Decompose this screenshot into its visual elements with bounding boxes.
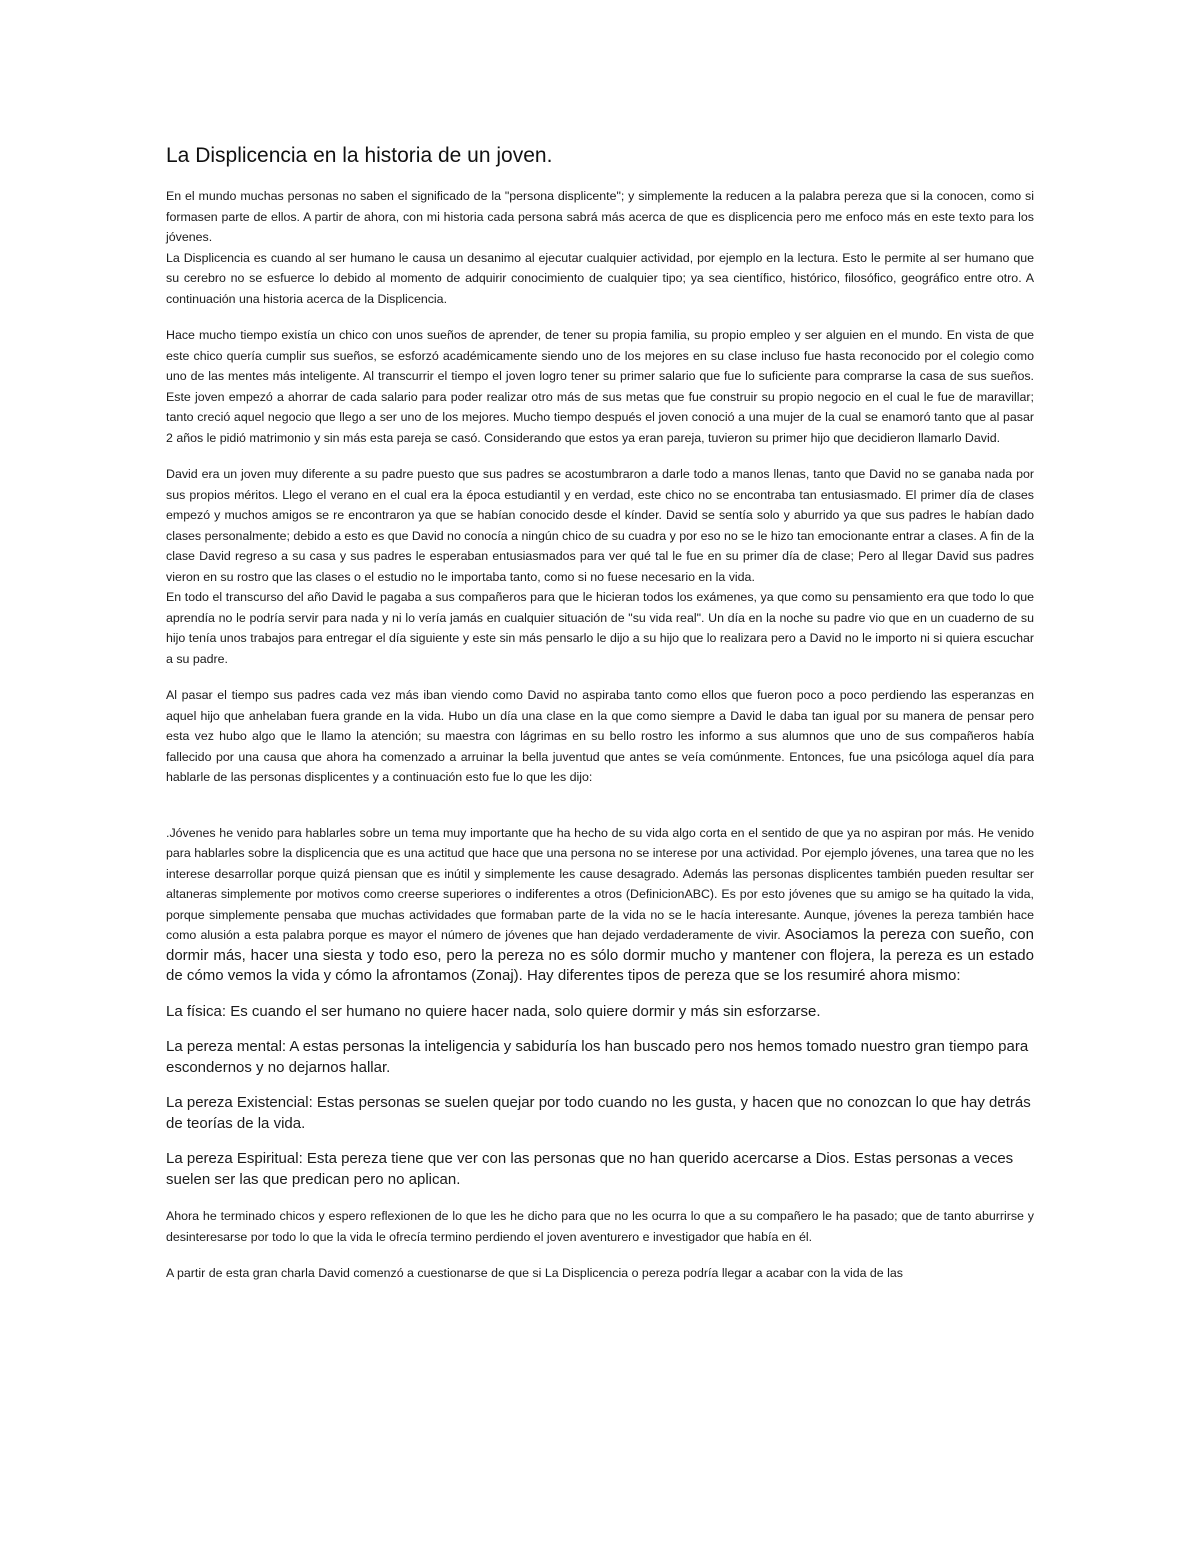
speech-laziness-text: Asociamos la pereza con sueño, con dormir más, hacer una siesta y todo eso, pero la pereza no es sólo dormir mucho y mantener con flojera, la pereza es un estado de cómo vemos la vida y cómo la afrontamos (Zonaj). Hay diferentes tipos de pereza que se los resumiré ahora mismo: — [166, 926, 1034, 984]
document-body — [166, 142, 1034, 1284]
paragraph-closing-speech: Ahora he terminado chicos y espero reflexionen de lo que les he dicho para que no les ocurra lo que a su compañero le ha pasado; que de tanto aburrirse y desinteresarse por todo lo que la vida le ofrecía termino perdiendo el joven aventurero e investigador que había en él. — [166, 1209, 1034, 1244]
paragraph-intro: En el mundo muchas personas no saben el significado de la "persona displicente"; y simplemente la reducen a la palabra pereza que si la conocen, como si formasen parte de ellos. A partir de ahora, con mi historia cada persona sabrá más acerca de que es displicencia pero me enfoco más en este texto para los jóvenes. — [166, 189, 1034, 244]
document-title: La Displicencia en la historia de un joven. — [166, 144, 553, 167]
laziness-type-spiritual: La pereza Espiritual: Esta pereza tiene que ver con las personas que no han querido acercarse a Dios. Estas personas a veces suelen ser las que predican pero no aplican. — [166, 1150, 1014, 1188]
paragraph-story-david: David era un joven muy diferente a su padre puesto que sus padres se acostumbraron a darle todo a manos llenas, tanto que David no se ganaba nada por sus propios méritos. Llego el verano en el cual era la época estudiantil y en verdad, este chico no se encontraba tan entusiasmado. El primer día de clases empezó y muchos amigos se re encontraron ya que se habían conocido desde el kínder. David se sentía solo y aburrido ya que sus padres le habían dado clases personalmente; debido a esto es que David no conocía a ningún chico de su cuadra y por eso no se le hizo tan emocionante entrar a clases. A fin de la clase David regreso a su casa y sus padres le esperaban entusiasmados para ver qué tal le fue en su primer día de clase; Pero al llegar David sus padres vieron en su rostro que las clases o el estudio no le importaba tanto, como si no fuese necesario en la vida. — [166, 467, 1034, 584]
paragraph-closing-david: A partir de esta gran charla David comenzó a cuestionarse de que si La Displicencia o pereza podría llegar a acabar con la vida de las — [166, 1266, 903, 1280]
laziness-type-mental: La pereza mental: A estas personas la inteligencia y sabiduría los han buscado pero nos hemos tomado nuestro gran tiempo para escondernos y no dejarnos hallar. — [166, 1038, 1029, 1076]
laziness-type-physical: La física: Es cuando el ser humano no quiere hacer nada, solo quiere dormir y más sin esforzarse. — [166, 1002, 821, 1020]
paragraph-psychologist-speech — [166, 823, 1034, 987]
paragraph-story-year: En todo el transcurso del año David le pagaba a sus compañeros para que le hicieran todos los exámenes, ya que como su pensamiento era que todo lo que aprendía no le podría servir para nada y ni lo vería jamás en cualquier situación de "su vida real". Un día en la noche su padre vio que en un cuaderno de su hijo tenía unos trabajos para entregar el día siguiente y este sin más pensarlo le dijo a su hijo que lo realizara pero a David no le importo ni si quiera escuchar a su padre. — [166, 590, 1034, 666]
paragraph-definition: La Displicencia es cuando al ser humano le causa un desanimo al ejecutar cualquier actividad, por ejemplo en la lectura. Esto le permite al ser humano que su cerebro no se esfuerce lo debido al momento de adquirir conocimiento de cualquier tipo; ya sea científico, histórico, filosófico, geográfico entre otro. A continuación una historia acerca de la Displicencia. — [166, 250, 1034, 306]
paragraph-story-teacher: Al pasar el tiempo sus padres cada vez más iban viendo como David no aspiraba tanto como ellos que fueron poco a poco perdiendo las esperanzas en aquel hijo que anhelaban fuera grande en la vida. Hubo un día una clase en la que como siempre a David le daba tan igual por su manera de pensar pero esta vez hubo algo que le llamo la atención; su maestra con lágrimas en su bello rostro les informo a sus alumnos que uno de sus compañeros había fallecido por una causa que ahora ha comenzado a arruinar la bella juventud que antes se veía comúnmente. Entonces, fue una psicóloga aquel día para hablarle de las personas displicentes y a continuación esto fue lo que les dijo: — [166, 688, 1034, 784]
laziness-type-existential: La pereza Existencial: Estas personas se suelen quejar por todo cuando no les gusta, y hacen que no conozcan lo que hay detrás de teorías de la vida. — [166, 1094, 1031, 1132]
speech-text: .Jóvenes he venido para hablarles sobre un tema muy importante que ha hecho de su vida algo corta en el sentido de que ya no aspiran por más. He venido para hablarles sobre la displicencia que es una actitud que hace que una persona no se interese por una actividad. Por ejemplo jóvenes, una tarea que no les interese desarrollar porque quizá piensan que es inútil y simplemente les cause desagrado. Además las personas displicentes también pueden resultar ser altaneras simplemente por motivos como creerse superiores o indiferentes a otros (DefinicionABC). Es por esto jóvenes que su amigo se ha quitado la vida, porque simplemente pensaba que muchas actividades que formaban parte de la vida no se le hacía interesante. Aunque, jóvenes la pereza también hace como alusión a esta palabra porque es mayor el número de jóvenes que han dejado verdaderamente de vivir. — [166, 825, 1034, 942]
paragraph-story-father: Hace mucho tiempo existía un chico con unos sueños de aprender, de tener su propia familia, su propio empleo y ser alguien en el mundo. En vista de que este chico quería cumplir sus sueños, se esforzó académicamente siendo uno de los mejores en su clase incluso fue hasta reconocido por el colegio como uno de las mentes más inteligente. Al transcurrir el tiempo el joven logro tener su primer salario que fue lo suficiente para comprarse la casa de sus sueños. Este joven empezó a ahorrar de cada salario para poder realizar otro más de sus metas que fue construir su propio negocio en el cual le fue de maravillar; tanto creció aquel negocio que llego a ser uno de los mejores. Mucho tiempo después el joven conoció a una mujer de la cual se enamoró tanto que al pasar 2 años le pidió matrimonio y sin más esta pareja se casó. Considerando que estos ya eran pareja, tuvieron su primer hijo que decidieron llamarlo David. — [166, 328, 1034, 445]
